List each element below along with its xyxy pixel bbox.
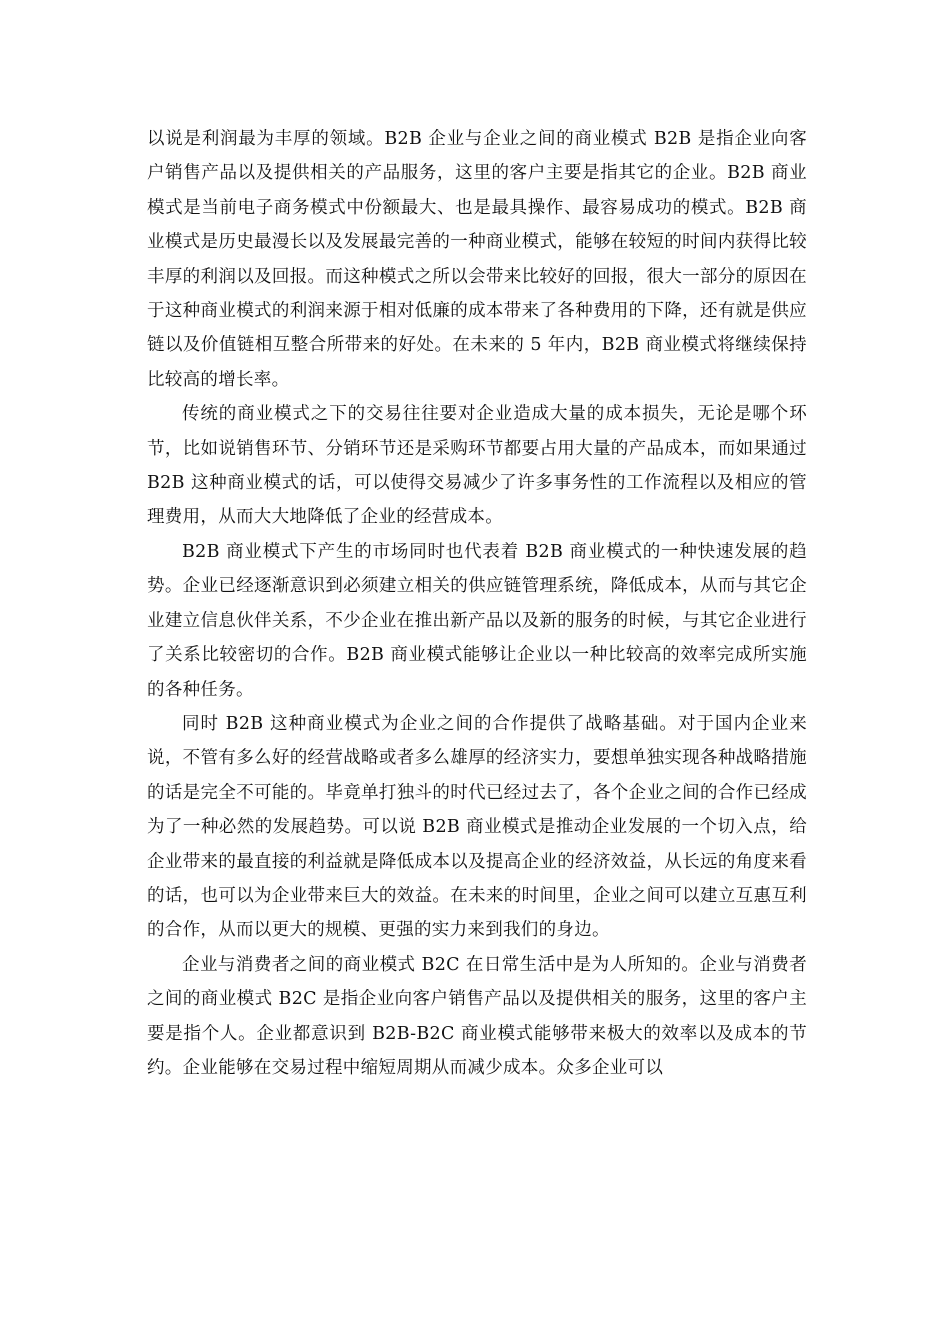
paragraph-b2b-market-trend: B2B 商业模式下产生的市场同时也代表着 B2B 商业模式的一种快速发展的趋势。企业已经逐渐意识到必须建立相关的供应链管理系统，降低成本，从而与其它企业建立信息伙伴关系，不少企业在推出新产品以及新的服务的时候，与其它企业进行了关系比较密切的合作。B2B 商业模式能够让企业以一种比较高的效率完成所实施的各种任务。 [147, 541, 807, 700]
paragraph-b2c-model: 企业与消费者之间的商业模式 B2C 在日常生活中是为人所知的。企业与消费者之间的商业模式 B2C 是指企业向客户销售产品以及提供相关的服务，这里的客户主要是指个人。企业都意识到 B2B-B2C 商业模式能够带来极大的效率以及成本的节约。企业能够在交易过程中缩短周期从而减少成本。众多企业可以 [147, 954, 807, 1078]
paragraph-continuation: 以说是利润最为丰厚的领域。B2B 企业与企业之间的商业模式 B2B 是指企业向客户销售产品以及提供相关的产品服务，这里的客户主要是指其它的企业。B2B 商业模式是当前电子商务模式中份额最大、也是最具操作、最容易成功的模式。B2B 商业模式是历史最漫长以及发展最完善的一种商业模式，能够在较短的时间内获得比较丰厚的利润以及回报。而这种模式之所以会带来比较好的回报，很大一部分的原因在于这种商业模式的利润来源于相对低廉的成本带来了各种费用的下降，还有就是供应链以及价值链相互整合所带来的好处。在未来的 5 年内，B2B 商业模式将继续保持比较高的增长率。 [147, 129, 807, 390]
paragraph-traditional-model: 传统的商业模式之下的交易往往要对企业造成大量的成本损失，无论是哪个环节，比如说销售环节、分销环节还是采购环节都要占用大量的产品成本，而如果通过 B2B 这种商业模式的话，可以使得交易减少了许多事务性的工作流程以及相应的管理费用，从而大大地降低了企业的经营成本。 [147, 404, 807, 528]
paragraph-b2b-strategy: 同时 B2B 这种商业模式为企业之间的合作提供了战略基础。对于国内企业来说，不管有多么好的经营战略或者多么雄厚的经济实力，要想单独实现各种战略措施的话是完全不可能的。毕竟单打独斗的时代已经过去了，各个企业之间的合作已经成为了一种必然的发展趋势。可以说 B2B 商业模式是推动企业发展的一个切入点，给企业带来的最直接的利益就是降低成本以及提高企业的经济效益，从长远的角度来看的话，也可以为企业带来巨大的效益。在未来的时间里，企业之间可以建立互惠互利的合作，从而以更大的规模、更强的实力来到我们的身边。 [147, 713, 807, 941]
document-body [147, 122, 807, 1085]
